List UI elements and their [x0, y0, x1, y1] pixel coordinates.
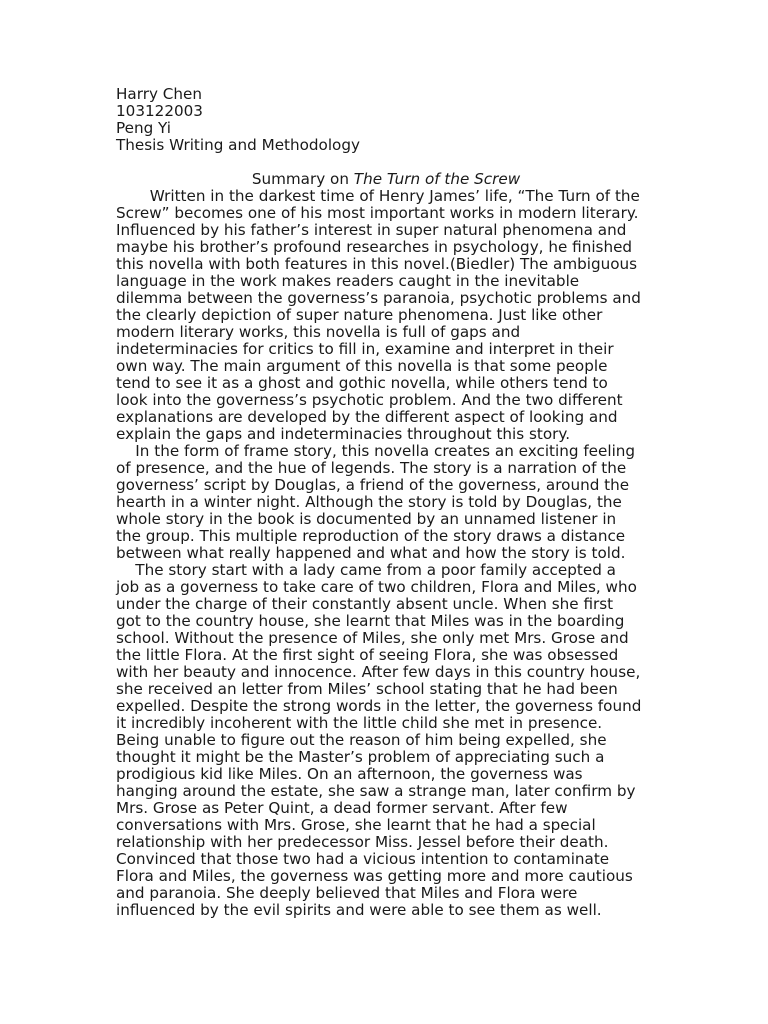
- text-line: Mrs. Grose as Peter Quint, a dead former servant. After few: [116, 799, 568, 817]
- text-line: Convinced that those two had a vicious intention to contaminate: [116, 850, 610, 868]
- text-line: Screw” becomes one of his most important works in modern literary.: [116, 204, 639, 222]
- text-line: Written in the darkest time of Henry James’ life, “The Turn of the: [116, 187, 640, 205]
- text-line: explain the gaps and indeterminacies throughout this story.: [116, 425, 571, 443]
- text-line: the little Flora. At the first sight of seeing Flora, she was obsessed: [116, 646, 619, 664]
- text-line: of presence, and the hue of legends. The story is a narration of the: [116, 459, 627, 477]
- text-line: it incredibly incoherent with the little child she met in presence.: [116, 714, 603, 732]
- author-name: Harry Chen: [116, 85, 202, 103]
- text-line: influenced by the evil spirits and were able to see them as well.: [116, 901, 602, 919]
- text-line: the group. This multiple reproduction of the story draws a distance: [116, 527, 626, 545]
- text-line: governess’ script by Douglas, a friend of the governess, around the: [116, 476, 630, 494]
- text-line: maybe his brother’s profound researches in psychology, he finished: [116, 238, 633, 256]
- summary-title: [116, 171, 656, 188]
- text-line: indeterminacies for critics to fill in, examine and interpret in their: [116, 340, 614, 358]
- text-line: explanations are developed by the different aspect of looking and: [116, 408, 618, 426]
- text-line: dilemma between the governess’s paranoia, psychotic problems and: [116, 289, 641, 307]
- text-line: with her beauty and innocence. After few days in this country house,: [116, 663, 641, 681]
- text-line: conversations with Mrs. Grose, she learnt that he had a special: [116, 816, 596, 834]
- text-line: got to the country house, she learnt that Miles was in the boarding: [116, 612, 625, 630]
- text-line: language in the work makes readers caught in the inevitable: [116, 272, 580, 290]
- text-line: prodigious kid like Miles. On an afternoon, the governess was: [116, 765, 583, 783]
- text-line: and paranoia. She deeply believed that Miles and Flora were: [116, 884, 578, 902]
- text-line: The story start with a lady came from a poor family accepted a: [116, 561, 616, 579]
- text-line: school. Without the presence of Miles, she only met Mrs. Grose and: [116, 629, 629, 647]
- text-line: In the form of frame story, this novella creates an exciting feeling: [116, 442, 636, 460]
- text-line: hearth in a winter night. Although the story is told by Douglas, the: [116, 493, 622, 511]
- text-line: tend to see it as a ghost and gothic novella, while others tend to: [116, 374, 608, 392]
- summary-text: [116, 188, 656, 919]
- text-line: this novella with both features in this novel.(Biedler) The ambiguous: [116, 255, 638, 273]
- text-line: under the charge of their constantly absent uncle. When she first: [116, 595, 614, 613]
- text-line: the clearly depiction of super nature phenomena. Just like other: [116, 306, 603, 324]
- text-line: thought it might be the Master’s problem of appreciating such a: [116, 748, 605, 766]
- text-line: Being unable to figure out the reason of him being expelled, she: [116, 731, 607, 749]
- text-line: she received an letter from Miles’ school stating that he had been: [116, 680, 618, 698]
- text-line: hanging around the estate, she saw a strange man, later confirm by: [116, 782, 636, 800]
- text-line: whole story in the book is documented by an unnamed listener in: [116, 510, 617, 528]
- text-line: look into the governess’s psychotic problem. And the two different: [116, 391, 623, 409]
- text-line: Influenced by his father’s interest in super natural phenomena and: [116, 221, 627, 239]
- text-line: job as a governess to take care of two children, Flora and Miles, who: [116, 578, 637, 596]
- course-name: Thesis Writing and Methodology: [116, 136, 360, 154]
- instructor-name: Peng Yi: [116, 119, 172, 137]
- text-line: own way. The main argument of this novella is that some people: [116, 357, 608, 375]
- text-line: relationship with her predecessor Miss. Jessel before their death.: [116, 833, 609, 851]
- student-id: 103122003: [116, 102, 203, 120]
- title-prefix: Summary on: [251, 170, 354, 188]
- text-line: between what really happened and what and how the story is told.: [116, 544, 626, 562]
- text-line: expelled. Despite the strong words in the letter, the governess found: [116, 697, 642, 715]
- title-work: The Turn of the Screw: [353, 170, 521, 188]
- document-body: [116, 86, 656, 919]
- text-line: modern literary works, this novella is full of gaps and: [116, 323, 521, 341]
- text-line: Flora and Miles, the governess was getting more and more cautious: [116, 867, 633, 885]
